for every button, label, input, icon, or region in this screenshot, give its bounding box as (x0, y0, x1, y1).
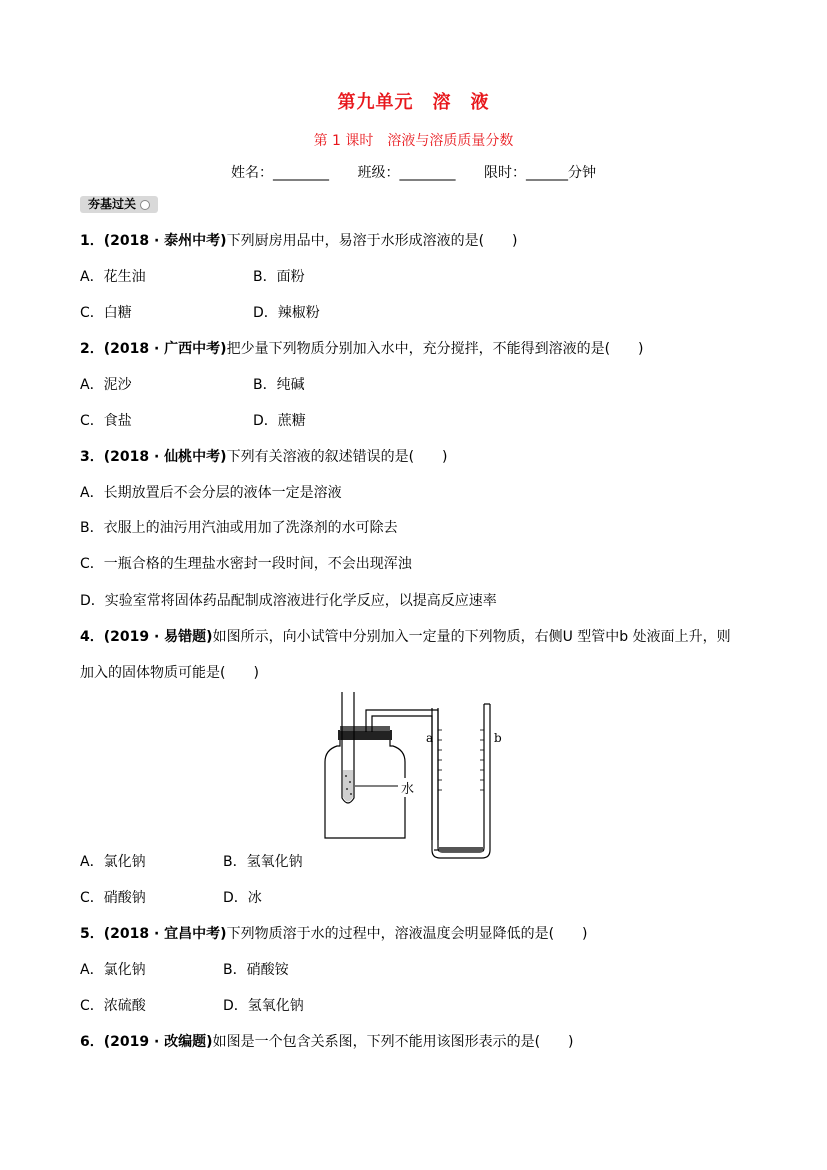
option-a: A．氯化钠 (80, 854, 146, 870)
question-3-option-a: A．长期放置后不会分层的液体一定是溶液 (80, 485, 342, 501)
option-c: C．浓硫酸 (80, 998, 146, 1014)
option-b: B．氢氧化钠 (223, 854, 303, 870)
question-4-stem (80, 626, 731, 646)
option-c: C．白糖 (80, 305, 132, 321)
question-1-options-row1 (80, 266, 305, 286)
question-1-stem (80, 230, 518, 250)
section-badge (80, 196, 158, 213)
question-source: (2018 · 泰州中考) (103, 233, 227, 249)
question-source: (2019 · 改编题) (103, 1034, 213, 1050)
question-3-option-c: C．一瓶合格的生理盐水密封一段时间，不会出现浑浊 (80, 556, 412, 572)
label-b: b (494, 731, 502, 745)
question-number: 6． (80, 1034, 104, 1050)
u-tube-figure (420, 700, 500, 860)
question-number: 1． (80, 233, 104, 249)
question-4-options-row1 (80, 851, 303, 871)
page-subtitle: 第 1 课时 溶液与溶质质量分数 (313, 133, 514, 149)
option-b: B．纯碱 (253, 377, 305, 393)
option-a: A．氯化钠 (80, 962, 146, 978)
question-source: (2018 · 广西中考) (103, 341, 227, 357)
option-d: D．蔗糖 (253, 413, 306, 429)
option-b: B．面粉 (253, 269, 305, 285)
question-3-stem (80, 446, 448, 466)
option-d: D．冰 (223, 890, 262, 906)
option-b: B．硝酸铵 (223, 962, 289, 978)
option-d: D．辣椒粉 (253, 305, 320, 321)
question-text: 下列厨房用品中，易溶于水形成溶液的是( ) (226, 233, 518, 249)
name-field: 姓名：________ (231, 165, 330, 181)
stopper-shape (338, 730, 392, 740)
question-6-stem (80, 1031, 574, 1051)
question-5-options-row1 (80, 959, 289, 979)
label-a: a (426, 731, 434, 745)
question-text: 如图所示，向小试管中分别加入一定量的下列物质，右侧U 型管中b 处液面上升，则 (212, 629, 731, 645)
option-c: C．硝酸钠 (80, 890, 146, 906)
question-5-stem (80, 923, 588, 943)
class-field: 班级：________ (357, 165, 456, 181)
question-text: 下列有关溶液的叙述错误的是( ) (226, 449, 448, 465)
question-text: 下列物质溶于水的过程中，溶液温度会明显降低的是( ) (226, 926, 588, 942)
question-3-option-d: D．实验室常将固体药品配制成溶液进行化学反应，以提高反应速率 (80, 593, 497, 609)
question-2-options-row2 (80, 410, 306, 430)
question-source: (2019 · 易错题) (103, 629, 213, 645)
student-info-line (0, 162, 827, 182)
question-2-options-row1 (80, 374, 305, 394)
label-water: 水 (399, 778, 416, 797)
question-number: 2． (80, 341, 104, 357)
option-d: D．氢氧化钠 (223, 998, 304, 1014)
badge-dot-icon (140, 200, 150, 210)
question-2-stem (80, 338, 644, 358)
question-5-options-row2 (80, 995, 304, 1015)
question-3-option-b: B．衣服上的油污用汽油或用加了洗涤剂的水可除去 (80, 520, 398, 536)
option-c: C．食盐 (80, 413, 132, 429)
section-badge-label: 夯基过关 (88, 197, 137, 211)
question-number: 3． (80, 449, 104, 465)
question-1-options-row2 (80, 302, 320, 322)
question-number: 5． (80, 926, 104, 942)
question-4-options-row2 (80, 887, 262, 907)
question-text: 把少量下列物质分别加入水中，充分搅拌，不能得到溶液的是( ) (226, 341, 644, 357)
question-source: (2018 · 宜昌中考) (103, 926, 227, 942)
option-a: A．花生油 (80, 269, 146, 285)
time-limit-field: 限时：______分钟 (483, 165, 596, 181)
question-text: 如图是一个包含关系图，下列不能用该图形表示的是( ) (212, 1034, 574, 1050)
question-number: 4． (80, 629, 104, 645)
option-a: A．泥沙 (80, 377, 132, 393)
question-source: (2018 · 仙桃中考) (103, 449, 227, 465)
page-title: 第九单元 溶 液 (337, 92, 490, 113)
question-4-stem-cont: 加入的固体物质可能是( ) (80, 665, 259, 681)
